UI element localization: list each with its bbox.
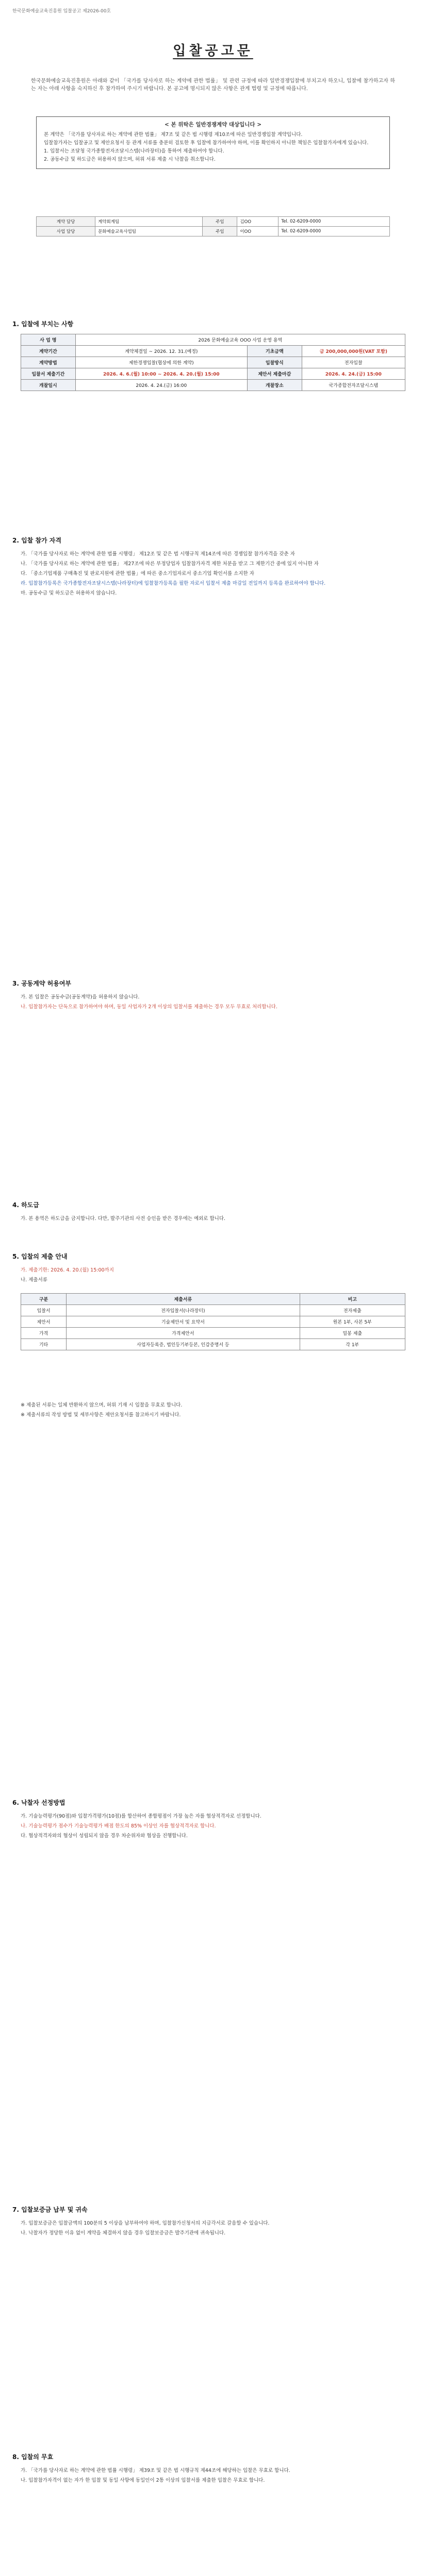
table-cell: 기술제안서 및 요약서 xyxy=(67,1316,300,1328)
table-cell: 기타 xyxy=(21,1339,67,1350)
notice-box xyxy=(36,116,390,169)
table-cell: 밀봉 제출 xyxy=(300,1328,405,1339)
section-line: 마. 공동수급 및 하도급은 허용하지 않습니다. xyxy=(21,590,117,596)
table-row xyxy=(21,334,405,346)
table-row xyxy=(21,368,405,380)
table-cell: 사업자등록증, 법인등기부등본, 인감증명서 등 xyxy=(67,1339,300,1350)
section-line: 라. 입찰참가등록은 국가종합전자조달시스템(나라장터)에 입찰참가등록을 필한 자로서 입찰서 제출 마감일 전일까지 등록을 완료하여야 합니다. xyxy=(21,581,326,586)
section-line: 나. 「국가를 당사자로 하는 계약에 관한 법률」 제27조에 따른 부정당업자 입찰참가자격 제한 처분을 받고 그 제한기간 중에 있지 아니한 자 xyxy=(21,561,319,567)
table-cell: 원본 1부, 사본 5부 xyxy=(300,1316,405,1328)
section-5-table-wrap xyxy=(21,1293,405,1350)
section-line: 가. 본 용역은 하도급을 금지합니다. 다만, 발주기관의 사전 승인을 받은 경우에는 예외로 합니다. xyxy=(21,1216,226,1222)
table-cell: 가격제안서 xyxy=(67,1328,300,1339)
notice-line: 2. 공동수급 및 하도급은 허용하지 않으며, 허위 서류 제출 시 낙찰을 취소합니다. xyxy=(44,157,216,162)
contact-cell: 이OO xyxy=(237,227,278,236)
section-line: 가. 제출기한: 2026. 4. 20.(월) 15:00까지 xyxy=(21,1267,114,1273)
contact-cell: Tel. 02-6209-0000 xyxy=(278,227,390,236)
contact-cell: 주임 xyxy=(203,217,237,227)
section-3-heading: 3. 공동계약 허용여부 xyxy=(12,980,72,987)
section-line: 나. 낙찰자가 정당한 이유 없이 계약을 체결하지 않을 경우 입찰보증금은 발주기관에 귀속됩니다. xyxy=(21,2230,226,2236)
contact-row xyxy=(37,217,390,227)
table-cell: 계약체결일 ~ 2026. 12. 31.(예정) xyxy=(75,346,247,357)
intro-paragraph: 한국문화예술교육진흥원은 아래와 같이 「국가를 당사자로 하는 계약에 관한 법률」 및 관련 규정에 따라 일반경쟁입찰에 부치고자 하오니, 입찰에 참가하고자 하는 자는 아래 사항을 숙지하신 후 참가하여 주시기 바랍니다. 본 공고에 명시되지 않은 사항은 관계 법령 및 규정에 따릅니다. xyxy=(31,78,395,92)
table-cell: 각 1부 xyxy=(300,1339,405,1350)
table-header-cell: 사 업 명 xyxy=(21,334,76,346)
section-1-table-wrap xyxy=(21,334,405,391)
contact-table xyxy=(36,216,390,236)
table-cell: 전자입찰 xyxy=(302,357,405,368)
section-7-body xyxy=(21,2219,407,2239)
notice-line: 입찰참가자는 입찰공고 및 제안요청서 등 관계 서류를 충분히 검토한 후 입찰에 참가하여야 하며, 이를 확인하지 아니한 책임은 입찰참가자에게 있습니다. xyxy=(44,140,369,146)
section-line: 다. 협상적격자와의 협상이 성립되지 않을 경우 차순위자와 협상을 진행합니다. xyxy=(21,1833,188,1839)
section-line: 나. 입찰참가자격이 없는 자가 한 입찰 및 동일 사항에 동일인이 2통 이상의 입찰서를 제출한 입찰은 무효로 합니다. xyxy=(21,2478,265,2483)
section-line: 가. 기술능력평가(90점)와 입찰가격평가(10점)를 합산하여 종합평점이 가장 높은 자를 협상적격자로 선정합니다. xyxy=(21,1814,261,1819)
section-8-heading: 8. 입찰의 무효 xyxy=(12,2453,54,2461)
table-header-cell: 계약방법 xyxy=(21,357,76,368)
section-5-body xyxy=(21,1266,407,1286)
section-line: 나. 제출서류 xyxy=(21,1277,47,1283)
contact-cell: 문화예술교육사업팀 xyxy=(95,227,203,236)
table-cell: 가격 xyxy=(21,1328,67,1339)
table-cell: 전자입찰서(나라장터) xyxy=(67,1305,300,1316)
section-2-heading: 2. 입찰 참가 자격 xyxy=(12,537,61,544)
section-line: 가. 입찰보증금은 입찰금액의 100분의 5 이상을 납부하여야 하며, 입찰참가신청서의 지급각서로 갈음할 수 있습니다. xyxy=(21,2221,270,2226)
section-5-table xyxy=(21,1293,405,1350)
table-row xyxy=(21,1305,405,1316)
table-header-cell: 개찰장소 xyxy=(248,380,302,391)
table-cell: 제안서 xyxy=(21,1316,67,1328)
table-row xyxy=(21,346,405,357)
table-cell: 2026. 4. 24.(금) 16:00 xyxy=(75,380,247,391)
table-cell: 국가종합전자조달시스템 xyxy=(302,380,405,391)
section-6-heading: 6. 낙찰자 선정방법 xyxy=(12,1799,65,1806)
table-row xyxy=(21,1294,405,1305)
section-line: 나. 입찰참가자는 단독으로 참가하여야 하며, 동일 사업자가 2개 이상의 입찰서를 제출하는 경우 모두 무효로 처리합니다. xyxy=(21,1004,277,1010)
table-header-cell: 제안서 제출마감 xyxy=(248,368,302,380)
table-header-cell: 기초금액 xyxy=(248,346,302,357)
table-row xyxy=(21,1339,405,1350)
table-header-cell: 비고 xyxy=(300,1294,405,1305)
section-8-body xyxy=(21,2467,407,2486)
table-cell: 2026. 4. 24.(금) 15:00 xyxy=(302,368,405,380)
table-cell: 2026. 4. 6.(월) 10:00 ~ 2026. 4. 20.(월) 15:00 xyxy=(75,368,247,380)
page-title: 입찰공고문 xyxy=(173,43,253,59)
table-header-cell: 입찰서 제출기간 xyxy=(21,368,76,380)
note-line: ※ 제출된 서류는 일체 반환하지 않으며, 허위 기재 시 입찰을 무효로 합니다. xyxy=(21,1402,183,1408)
notice-line: 본 계약은 「국가를 당사자로 하는 계약에 관한 법률」 제7조 및 같은 법 시행령 제10조에 따른 일반경쟁입찰 계약입니다. xyxy=(44,132,303,138)
document-number: 한국문화예술교육진흥원 입찰공고 제2026-00호 xyxy=(12,9,111,14)
contact-cell: Tel. 02-6209-0000 xyxy=(278,217,390,227)
table-cell: 금 200,000,000원(VAT 포함) xyxy=(302,346,405,357)
table-header-cell: 개찰일시 xyxy=(21,380,76,391)
table-header-cell: 제출서류 xyxy=(67,1294,300,1305)
notice-box-title: < 본 위탁은 일반경쟁계약 대상입니다 > xyxy=(164,122,262,128)
table-row xyxy=(21,1316,405,1328)
table-header-cell: 계약기간 xyxy=(21,346,76,357)
table-row xyxy=(21,380,405,391)
section-5-heading: 5. 입찰의 제출 안내 xyxy=(12,1253,68,1260)
section-line: 가. 본 입찰은 공동수급(공동계약)을 허용하지 않습니다. xyxy=(21,994,140,1000)
section-line: 가. 「국가를 당사자로 하는 계약에 관한 법률 시행령」 제39조 및 같은 법 시행규칙 제44조에 해당하는 입찰은 무효로 합니다. xyxy=(21,2468,290,2473)
table-row xyxy=(21,1328,405,1339)
table-row xyxy=(21,357,405,368)
contact-row xyxy=(37,227,390,236)
table-header-cell: 구분 xyxy=(21,1294,67,1305)
section-line: 다. 「중소기업제품 구매촉진 및 판로지원에 관한 법률」에 따른 중소기업자로서 중소기업 확인서를 소지한 자 xyxy=(21,571,254,577)
note-line: ※ 제출서류의 작성 방법 및 세부사항은 제안요청서를 참고하시기 바랍니다. xyxy=(21,1412,181,1418)
section-3-body xyxy=(21,993,407,1013)
notice-line: 1. 입찰서는 조달청 국가종합전자조달시스템(나라장터)을 통하여 제출하여야 합니다. xyxy=(44,148,224,154)
section-1-table xyxy=(21,334,405,391)
table-header-cell: 입찰방식 xyxy=(248,357,302,368)
section-6-body xyxy=(21,1812,407,1842)
table-cell: 제한경쟁입찰(협상에 의한 계약) xyxy=(75,357,247,368)
table-cell: 입찰서 xyxy=(21,1305,67,1316)
contact-cell: 주임 xyxy=(203,227,237,236)
section-1-heading: 1. 입찰에 부치는 사항 xyxy=(12,320,74,328)
section-4-heading: 4. 하도급 xyxy=(12,1201,39,1209)
section-4-body xyxy=(21,1215,407,1225)
contact-cell: 계약 담당 xyxy=(37,217,95,227)
table-cell: 전자제출 xyxy=(300,1305,405,1316)
section-2-body xyxy=(21,550,407,599)
section-5-notes xyxy=(21,1401,407,1421)
contact-cell: 김OO xyxy=(237,217,278,227)
contact-cell: 사업 담당 xyxy=(37,227,95,236)
table-cell: 2026 문화예술교육 OOO 사업 운영 용역 xyxy=(75,334,405,346)
contact-cell: 계약회계팀 xyxy=(95,217,203,227)
section-line: 가. 「국가를 당사자로 하는 계약에 관한 법률 시행령」 제12조 및 같은 법 시행규칙 제14조에 따른 경쟁입찰 참가자격을 갖춘 자 xyxy=(21,551,295,557)
section-7-heading: 7. 입찰보증금 납부 및 귀속 xyxy=(12,2206,88,2213)
section-line: 나. 기술능력평가 점수가 기술능력평가 배점 한도의 85% 이상인 자를 협상적격자로 합니다. xyxy=(21,1823,216,1829)
